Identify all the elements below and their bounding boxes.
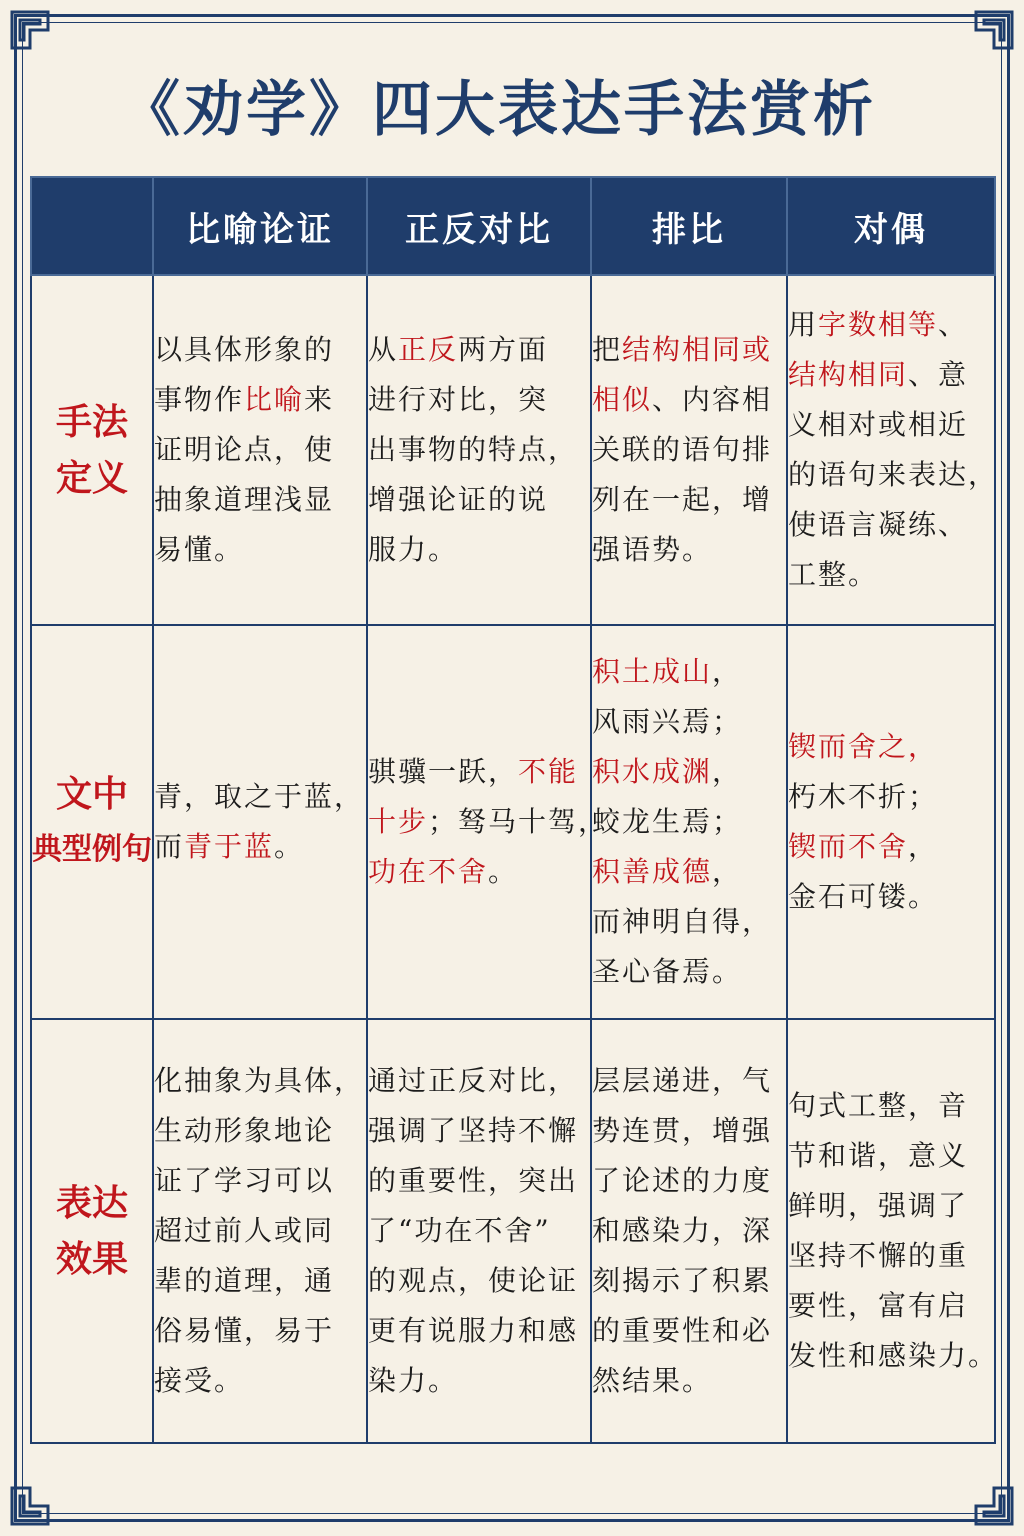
text-segment: 鲜明，强调了 xyxy=(788,1189,969,1222)
cell-text-line xyxy=(368,475,590,525)
cell-text-line xyxy=(788,1131,994,1181)
text-segment: 金石可镂。 xyxy=(788,880,939,913)
page-title: 《劝学》四大表达手法赏析 xyxy=(120,75,876,145)
highlighted-text: 青于蓝 xyxy=(184,830,275,863)
cell-text-line xyxy=(788,450,999,500)
text-segment: 生动形象地论 xyxy=(154,1114,335,1147)
highlighted-text: 正反 xyxy=(398,333,459,366)
text-segment: 而神明自得， xyxy=(592,905,773,938)
highlighted-text: 字数相等 xyxy=(818,308,939,341)
text-segment: 层层递进，气 xyxy=(592,1064,773,1097)
text-segment: 的重要性，突出 xyxy=(368,1164,579,1197)
text-segment: ；驽马十驾， xyxy=(428,805,609,838)
cell-text-line xyxy=(154,425,366,475)
table-row-examples xyxy=(31,625,995,1019)
column-header-contrast: 正反对比 xyxy=(367,177,591,275)
comparison-table xyxy=(30,176,999,1444)
text-segment: 和感染力，深 xyxy=(592,1214,773,1247)
highlighted-text: 结构相同或 xyxy=(622,333,773,366)
text-segment: 证明论点，使 xyxy=(154,433,335,466)
text-segment: 青，取之于蓝， xyxy=(154,780,365,813)
cell-text-line xyxy=(788,550,994,600)
cell-effect-contrast xyxy=(367,1019,591,1443)
cell-text-line xyxy=(592,697,786,747)
text-segment: 两方面 xyxy=(458,333,549,366)
cell-text-line xyxy=(368,1306,590,1356)
text-segment: 以具体形象的 xyxy=(154,333,335,366)
text-segment: ， xyxy=(908,830,939,863)
cell-text-line xyxy=(368,1156,590,1206)
cell-text-line xyxy=(154,475,366,525)
cell-text-line xyxy=(154,325,366,375)
highlighted-text: 积善成德 xyxy=(592,855,713,888)
cell-text-line xyxy=(368,425,590,475)
cell-text-line xyxy=(788,1281,994,1331)
highlighted-text: 比喻 xyxy=(244,383,305,416)
cell-text-line xyxy=(154,1356,366,1406)
cell-effect-metaphor xyxy=(153,1019,367,1443)
cell-text-line xyxy=(788,350,994,400)
text-segment: 事物作 xyxy=(154,383,245,416)
cell-text-line xyxy=(154,1056,366,1106)
cell-text-line xyxy=(368,1356,590,1406)
text-segment: 来 xyxy=(304,383,335,416)
highlighted-text: 相似 xyxy=(592,383,653,416)
cell-text-line xyxy=(154,1256,366,1306)
cell-text-line xyxy=(592,1156,786,1206)
text-segment: 朽木不折； xyxy=(788,780,939,813)
cell-text-line xyxy=(368,747,590,797)
cell-text-line xyxy=(592,475,786,525)
cell-text-line xyxy=(368,1106,590,1156)
text-segment: 风雨兴焉； xyxy=(592,705,743,738)
text-segment: 列在一起，增 xyxy=(592,483,773,516)
text-segment: 然结果。 xyxy=(592,1364,713,1397)
text-segment: 染力。 xyxy=(368,1364,459,1397)
text-segment: 而 xyxy=(154,830,185,863)
text-segment: 接受。 xyxy=(154,1364,245,1397)
text-segment: 了“功在不舍” xyxy=(368,1214,551,1247)
text-segment: 义相对或相近 xyxy=(788,408,969,441)
highlighted-text: 不能 xyxy=(518,755,579,788)
row-header-examples: 文中 典型例句 xyxy=(31,625,153,1019)
cell-text-line xyxy=(154,375,366,425)
cell-text-line xyxy=(592,747,786,797)
text-segment: 了论述的力度 xyxy=(592,1164,773,1197)
text-segment: 刻揭示了积累 xyxy=(592,1264,773,1297)
cell-text-line xyxy=(592,797,786,847)
text-segment: 通过正反对比， xyxy=(368,1064,579,1097)
corner-ornament-top-left xyxy=(8,8,60,60)
text-segment: 增强论证的说 xyxy=(368,483,549,516)
cell-text-line xyxy=(788,772,994,822)
text-segment: 句式工整，音 xyxy=(788,1089,969,1122)
cell-text-line xyxy=(788,400,994,450)
cell-effect-parallelism xyxy=(591,1019,787,1443)
cell-text-line xyxy=(788,300,994,350)
text-segment: 的观点，使论证 xyxy=(368,1264,579,1297)
cell-text-line xyxy=(592,947,786,997)
cell-text-line xyxy=(154,525,366,575)
text-segment: 关联的语句排 xyxy=(592,433,773,466)
text-segment: 化抽象为具体， xyxy=(154,1064,365,1097)
cell-text-line xyxy=(788,1181,994,1231)
cell-text-line xyxy=(592,375,786,425)
highlighted-text: 积土成山 xyxy=(592,655,713,688)
text-segment: ， xyxy=(712,655,743,688)
cell-text-line xyxy=(154,822,366,872)
cell-text-line xyxy=(368,1256,590,1306)
cell-text-line xyxy=(592,525,786,575)
text-segment: 。 xyxy=(488,855,519,888)
text-segment: 强调了坚持不懈 xyxy=(368,1114,579,1147)
cell-text-line xyxy=(788,822,994,872)
text-segment: 证了学习可以 xyxy=(154,1164,335,1197)
cell-text-line xyxy=(368,797,609,847)
text-segment: 易懂。 xyxy=(154,533,245,566)
header-corner-cell xyxy=(31,177,153,275)
cell-text-line xyxy=(592,847,786,897)
cell-text-line xyxy=(592,647,786,697)
highlighted-text: 结构相同 xyxy=(788,358,909,391)
cell-text-line xyxy=(154,1106,366,1156)
text-segment: 出事物的特点， xyxy=(368,433,579,466)
corner-ornament-bottom-right xyxy=(964,1476,1016,1528)
cell-text-line xyxy=(154,1156,366,1206)
text-segment: 超过前人或同 xyxy=(154,1214,335,1247)
cell-text-line xyxy=(788,1231,994,1281)
table-row-definition xyxy=(31,275,995,625)
cell-text-line xyxy=(368,375,590,425)
cell-text-line xyxy=(154,772,366,822)
text-segment: 把 xyxy=(592,333,623,366)
text-segment: 的语句来表达， xyxy=(788,458,999,491)
table-row-effect xyxy=(31,1019,995,1443)
text-segment: 发性和感染力。 xyxy=(788,1339,999,1372)
text-segment: 、意 xyxy=(908,358,969,391)
table-header-row xyxy=(31,177,995,275)
cell-effect-antithesis xyxy=(787,1019,999,1443)
cell-text-line xyxy=(788,1081,994,1131)
text-segment: 进行对比，突 xyxy=(368,383,549,416)
cell-text-line xyxy=(154,1206,366,1256)
corner-ornament-bottom-left xyxy=(8,1476,60,1528)
text-segment: 圣心备焉。 xyxy=(592,955,743,988)
cell-definition-antithesis xyxy=(787,275,999,625)
cell-text-line xyxy=(592,897,786,947)
text-segment: 服力。 xyxy=(368,533,459,566)
cell-text-line xyxy=(592,425,786,475)
text-segment: 更有说服力和感 xyxy=(368,1314,579,1347)
cell-example-metaphor xyxy=(153,625,367,1019)
text-segment: 辈的道理，通 xyxy=(154,1264,335,1297)
corner-ornament-top-right xyxy=(964,8,1016,60)
cell-example-contrast xyxy=(367,625,609,1019)
cell-definition-contrast xyxy=(367,275,591,625)
cell-definition-metaphor xyxy=(153,275,367,625)
text-segment: 坚持不懈的重 xyxy=(788,1239,969,1272)
cell-text-line xyxy=(368,525,590,575)
highlighted-text: 十步 xyxy=(368,805,429,838)
column-header-parallelism: 排比 xyxy=(591,177,787,275)
text-segment: 的重要性和必 xyxy=(592,1314,773,1347)
text-segment: 用 xyxy=(788,308,819,341)
text-segment: 、内容相 xyxy=(652,383,773,416)
text-segment: ， xyxy=(712,755,743,788)
text-segment: ， xyxy=(712,855,743,888)
cell-text-line xyxy=(592,325,786,375)
column-header-metaphor: 比喻论证 xyxy=(153,177,367,275)
highlighted-text: 锲而不舍 xyxy=(788,830,909,863)
cell-text-line xyxy=(592,1306,786,1356)
row-header-effect: 表达 效果 xyxy=(31,1019,153,1443)
cell-example-antithesis xyxy=(787,625,995,1019)
text-segment: 俗易懂，易于 xyxy=(154,1314,335,1347)
cell-text-line xyxy=(788,1331,999,1381)
highlighted-text: 功在不舍 xyxy=(368,855,489,888)
text-segment: 势连贯，增强 xyxy=(592,1114,773,1147)
row-header-definition: 手法 定义 xyxy=(31,275,153,625)
cell-text-line xyxy=(592,1256,786,1306)
cell-text-line xyxy=(368,325,590,375)
text-segment: 、 xyxy=(938,308,969,341)
text-segment: 强语势。 xyxy=(592,533,713,566)
cell-text-line xyxy=(592,1056,786,1106)
highlighted-text: 锲而舍之， xyxy=(788,730,939,763)
cell-text-line xyxy=(592,1206,786,1256)
cell-text-line xyxy=(368,1206,590,1256)
text-segment: 工整。 xyxy=(788,558,879,591)
cell-text-line xyxy=(368,1056,590,1106)
cell-definition-parallelism xyxy=(591,275,787,625)
cell-text-line xyxy=(592,1106,786,1156)
column-header-antithesis: 对偶 xyxy=(787,177,995,275)
cell-text-line xyxy=(368,847,590,897)
cell-text-line xyxy=(154,1306,366,1356)
cell-text-line xyxy=(788,722,994,772)
text-segment: 从 xyxy=(368,333,399,366)
highlighted-text: 积水成渊 xyxy=(592,755,713,788)
text-segment: 抽象道理浅显 xyxy=(154,483,335,516)
text-segment: 使语言凝练、 xyxy=(788,508,969,541)
text-segment: 。 xyxy=(274,830,305,863)
cell-text-line xyxy=(788,872,994,922)
text-segment: 蛟龙生焉； xyxy=(592,805,743,838)
cell-example-parallelism xyxy=(591,625,787,1019)
cell-text-line xyxy=(592,1356,786,1406)
cell-text-line xyxy=(788,500,994,550)
text-segment: 节和谐，意义 xyxy=(788,1139,969,1172)
text-segment: 骐骥一跃， xyxy=(368,755,519,788)
text-segment: 要性，富有启 xyxy=(788,1289,969,1322)
